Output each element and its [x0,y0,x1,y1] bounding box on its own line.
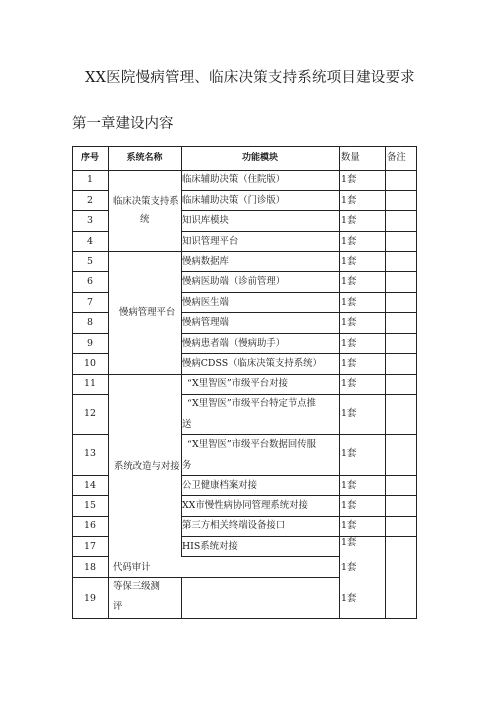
header-system: 系统名称 [126,153,163,163]
group-chronic-platform: 慢病管理平台 [119,307,176,318]
module-cell-cont: 务 [182,460,192,471]
row-divider [72,577,339,578]
row-divider [181,516,417,517]
group-divider [72,251,417,252]
row-index: 17 [84,541,96,552]
column-divider [339,146,340,619]
group-divider [72,374,417,375]
header-module: 功能模块 [241,153,278,163]
system-cell-cont: 评 [113,601,123,612]
module-cell: 知识库模块 [182,215,229,226]
row-divider [181,231,417,232]
quantity-cell: 1套 [341,500,357,511]
module-cell: 慢病数据库 [182,256,229,267]
row-divider [72,333,108,334]
row-divider [72,516,108,517]
row-divider [181,556,339,557]
quantity-cell: 1套 [341,408,357,419]
system-cell: 等保三级测 [113,581,160,592]
group-clinical-decision: 临床决策支持系 [113,196,179,207]
quantity-cell: 1套 [341,562,357,573]
quantity-cell: 1套 [341,215,357,226]
quantity-cell: 1套 [341,448,357,459]
table-border-top [72,146,417,147]
row-index: 6 [87,276,93,287]
header-remark: 备注 [387,152,406,163]
group-integration: 系统改造与对接 [114,461,180,472]
row-divider [181,210,417,211]
module-cell: HIS系统对接 [182,541,238,552]
row-divider [181,394,417,395]
row-divider [181,190,417,191]
quantity-cell: 1套 [341,195,357,206]
module-cell: “X里智医”市级平台对接 [187,378,288,389]
quantity-cell: 1套 [341,174,357,185]
row-divider [72,190,108,191]
module-cell: 慢病CDSS（临床决策支持系统） [182,358,322,369]
row-index: 4 [87,236,93,247]
row-divider [72,353,108,354]
row-index: 11 [84,378,96,389]
row-divider [181,333,417,334]
module-cell: 临床辅助决策（门诊版） [182,195,286,206]
quantity-cell: 1套 [341,317,357,328]
column-divider [181,146,182,557]
module-cell: 第三方相关终端设备接口 [182,520,286,531]
row-divider [181,353,417,354]
row-divider [181,271,417,272]
row-divider [181,292,417,293]
column-divider [385,146,386,619]
row-divider [181,495,417,496]
header-divider [72,170,417,171]
quantity-cell: 1套 [341,378,357,389]
header-index: 序号 [80,153,99,163]
row-index: 2 [87,195,93,206]
row-divider [72,210,108,211]
row-divider [72,231,108,232]
row-divider [72,475,108,476]
module-cell: 慢病管理端 [182,317,229,328]
row-index: 3 [87,215,93,226]
row-divider [181,312,417,313]
quantity-cell: 1套 [341,276,357,287]
module-cell: 慢病患者端（慢病助手） [182,338,286,349]
row-index: 14 [84,480,96,491]
module-cell: XX市慢性病协同管理系统对接 [182,500,308,511]
group-clinical-decision-cont: 统 [140,214,150,225]
header-quantity: 数量 [341,152,360,163]
document-title: XX医院慢病管理、临床决策支持系统项目建设要求 [85,70,415,86]
table-border-right [416,146,417,619]
chapter-heading: 第一章建设内容 [72,116,174,132]
row-divider [72,292,108,293]
module-cell: “X里智医”市级平台数据回传服 [187,439,317,450]
module-cell: “X里智医”市级平台特定节点推 [187,398,317,409]
row-index: 5 [87,256,93,267]
module-cell: 临床辅助决策（住院版） [182,174,286,185]
row-divider [72,536,108,537]
quantity-cell: 1套 [341,593,357,604]
column-divider [181,577,182,618]
module-cell-cont: 送 [182,419,192,430]
row-divider [181,475,417,476]
row-index: 16 [84,520,96,531]
row-index: 10 [84,358,96,369]
quantity-cell: 1套 [341,520,357,531]
quantity-cell: 1套 [341,256,357,267]
row-divider [72,394,108,395]
quantity-cell: 1套 [341,338,357,349]
quantity-cell: 1套 [341,358,357,369]
row-index: 15 [84,500,96,511]
quantity-cell: 1套 [341,236,357,247]
row-divider [72,556,108,557]
column-divider [108,146,109,619]
module-cell: 公卫健康档案对接 [182,480,258,491]
row-divider [181,434,417,435]
quantity-cell: 1套 [341,537,357,548]
system-cell: 代码审计 [113,562,151,573]
row-index: 12 [84,408,96,419]
module-cell: 慢病医生端 [182,297,229,308]
row-divider [72,312,108,313]
row-index: 1 [87,174,93,185]
row-divider [181,536,417,537]
table-border-bottom [72,618,417,619]
row-divider [72,271,108,272]
row-index: 7 [87,297,93,308]
row-divider [72,434,108,435]
row-divider [72,495,108,496]
module-cell: 慢病医助端（诊前管理） [182,276,286,287]
row-index: 19 [84,593,96,604]
row-index: 13 [84,448,96,459]
row-index: 18 [84,562,96,573]
quantity-cell: 1套 [341,480,357,491]
row-index: 8 [87,317,93,328]
row-index: 9 [87,338,93,349]
module-cell: 知识管理平台 [182,236,239,247]
quantity-cell: 1套 [341,297,357,308]
